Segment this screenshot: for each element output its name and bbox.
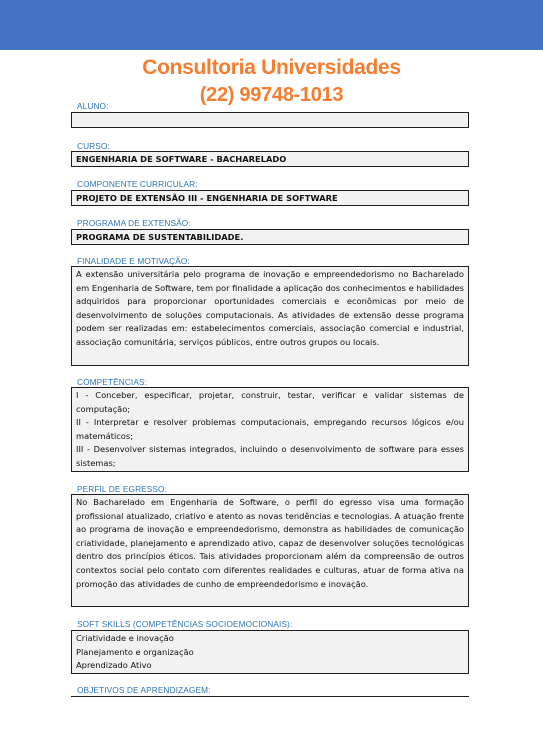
top-banner [0,0,543,50]
consultancy-title: Consultoria Universidades [142,56,401,79]
competencias-label: COMPETÊNCIAS: [77,377,147,387]
programa-field[interactable]: PROGRAMA DE SUSTENTABILIDADE. [71,229,469,245]
soft-skills-label: SOFT SKILLS (COMPETÊNCIAS SOCIOEMOCIONAIS): [77,619,293,629]
objetivos-field-top-border [71,696,469,697]
soft-skills-field[interactable] [71,630,469,674]
competencia-item: III - Desenvolver sistemas integrados, incluindo o desenvolvimento de software para esses sistemas; [76,444,464,468]
programa-label: PROGRAMA DE EXTENSÃO: [77,218,191,228]
curso-label: CURSO: [77,141,110,151]
competencia-item: II - Interpretar e resolver problemas computacionais, empregando recursos lógicos e/ou matemáticos; [76,417,464,441]
componente-label: COMPONENTE CURRICULAR: [77,179,198,189]
perfil-field[interactable]: No Bacharelado em Engenharia de Software, o perfil do egresso visa uma formação profissional atualizado, criativo e atento as novas tendências e tecnologias. A atuação frente ao programa de inovação e empreendedorismo, demonstra as habilidades de comunicação criatividade, planejamento e aprendizado ativo, capaz de desenvolver soluções tecnológicas dentro dos princípios éticos. Tais atividades proporcionam além da compreensão de outros contextos social pelo contato com diferentes realidades e culturas, atuar de forma ativa na promoção das atividades de cunho de empreendedorismo e inovação. [71,494,469,607]
competencias-field[interactable] [71,387,469,472]
aluno-field[interactable] [71,112,469,128]
soft-skill-item: Planejamento e organização [76,646,194,657]
finalidade-field[interactable]: A extensão universitária pelo programa de inovação e empreendedorismo no Bacharelado em Engenharia de Software, tem por finalidade a aplicação dos conhecimentos e habilidades adquiridos para proporcionar oportunidades comerciais e econômicas por meio de desenvolvimento de soluções computacionais. As atividades de extensão desse programa podem ser realizadas em: estabelecimentos comerciais, associação comercial e industrial, associação comunitária, serviços públicos, entre outros grupos ou locais. [71,266,469,366]
soft-skill-item: Criatividade e inovação [76,633,174,643]
consultancy-phone: (22) 99748-1013 [199,84,344,106]
perfil-label: PERFIL DE EGRESSO: [77,484,168,494]
finalidade-label: FINALIDADE E MOTIVAÇÃO: [77,256,190,266]
componente-field[interactable]: PROJETO DE EXTENSÃO III - ENGENHARIA DE SOFTWARE [71,190,469,206]
competencia-item: I - Conceber, especificar, projetar, construir, testar, verificar e validar sistemas de computação; [76,390,464,414]
aluno-label: ALUNO: [77,101,109,111]
objetivos-label: OBJETIVOS DE APRENDIZAGEM: [77,685,211,695]
soft-skill-item: Aprendizado Ativo [76,660,152,671]
curso-field[interactable]: ENGENHARIA DE SOFTWARE - BACHARELADO [71,151,469,167]
